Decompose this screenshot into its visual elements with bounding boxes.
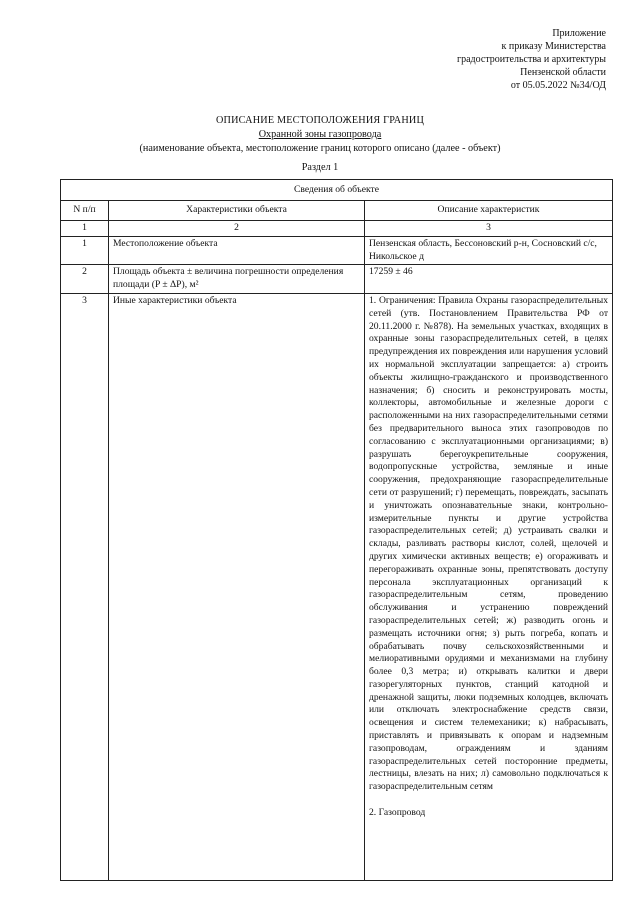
approval-line: градостроительства и архитектуры (457, 54, 606, 65)
table-caption: Сведения об объекте (61, 180, 613, 201)
gas-pipeline-text: 2. Газопровод (369, 807, 426, 819)
header-number: N п/п (61, 201, 109, 221)
column-number: 3 (365, 221, 613, 237)
table-row (61, 236, 613, 265)
restrictions-text: 1. Ограничения: Правила Охраны газораспределительных сетей (утв. Постановлением Правительства РФ от 20.11.2000 г. №878). На земельных участках, входящих в охранные зоны газораспределительных сетей, в целях предупреждения их повреждения или нарушения условий их нормальной эксплуатации запрещается: а) строить объекты жилищно-гражданского и производственного назначения; б) сносить и реконструировать мосты, коллекторы, автомобильные и железные дороги с расположенными на них газораспределительными сетями без предварительного выноса этих газопроводов по согласованию с эксплуатационными организациями; в) разрушать берегоукрепительные сооружения, водопропускные устройства, земляные и иные сооружения, предохраняющие газораспределительные сети от разрушений; г) перемещать, повреждать, засыпать и уничтожать опознавательные знаки, контрольно-измерительные пункты и другие устройства газораспределительных сетей; д) устраивать свалки и склады, разливать растворы кислот, солей, щелочей и других химически активных веществ; е) огораживать и перегораживать охранные зоны, препятствовать доступу персонала эксплуатационных организаций к газораспределительным сетям, проведению обслуживания и устранению повреждений газораспределительных сетей; ж) разводить огонь и размещать источники огня; з) рыть погреба, копать и обрабатывать почву сельскохозяйственными и мелиоративными орудиями и механизмами на глубину более 0,3 метра; и) открывать калитки и двери газорегуляторных пунктов, станций катодной и дренажной защиты, люки подземных колодцев, включать или отключать электроснабжение средств связи, освещения и систем телемеханики; к) набрасывать, приставлять и привязывать к опорам и надземным газопроводам, ограждениям и зданиям газораспределительных сетей посторонние предметы, лестницы, влезать на них; л) самовольно подключаться к газораспределительным сетям (369, 294, 609, 793)
row-number: 2 (61, 265, 109, 294)
header-description: Описание характеристик (365, 201, 613, 221)
approval-line: к приказу Министерства (501, 41, 606, 52)
approval-line: Пензенской области (520, 67, 606, 78)
table-row (61, 265, 613, 294)
approval-line: от 05.05.2022 №34/ОД (510, 80, 606, 91)
header-characteristic: Характеристики объекта (109, 201, 365, 221)
object-name-note: (наименование объекта, местоположение границ которого описано (далее - объект) (139, 143, 501, 154)
row-characteristic: Местоположение объекта (109, 236, 365, 265)
column-number-row (61, 221, 613, 237)
column-number: 1 (61, 221, 109, 237)
row-number: 1 (61, 236, 109, 265)
approval-block (386, 27, 606, 92)
approval-line: Приложение (552, 28, 606, 39)
row-characteristic: Площадь объекта ± величина погрешности определения площади (P ± ΔP), м² (109, 265, 365, 294)
document-title: ОПИСАНИЕ МЕСТОПОЛОЖЕНИЯ ГРАНИЦ (215, 115, 425, 126)
row-description: Пензенская область, Бессоновский р-н, Сосновский с/с, Никольское д (365, 236, 613, 265)
row-description: 17259 ± 46 (365, 265, 613, 294)
section-title: Раздел 1 (301, 162, 339, 173)
object-info-table (60, 179, 613, 881)
object-name: Охранной зоны газопровода (258, 129, 382, 140)
row-description (365, 293, 613, 880)
row-characteristic: Иные характеристики объекта (109, 293, 365, 880)
row-number: 3 (61, 293, 109, 880)
table-row (61, 293, 613, 880)
column-number: 2 (109, 221, 365, 237)
table-header-row (61, 201, 613, 221)
